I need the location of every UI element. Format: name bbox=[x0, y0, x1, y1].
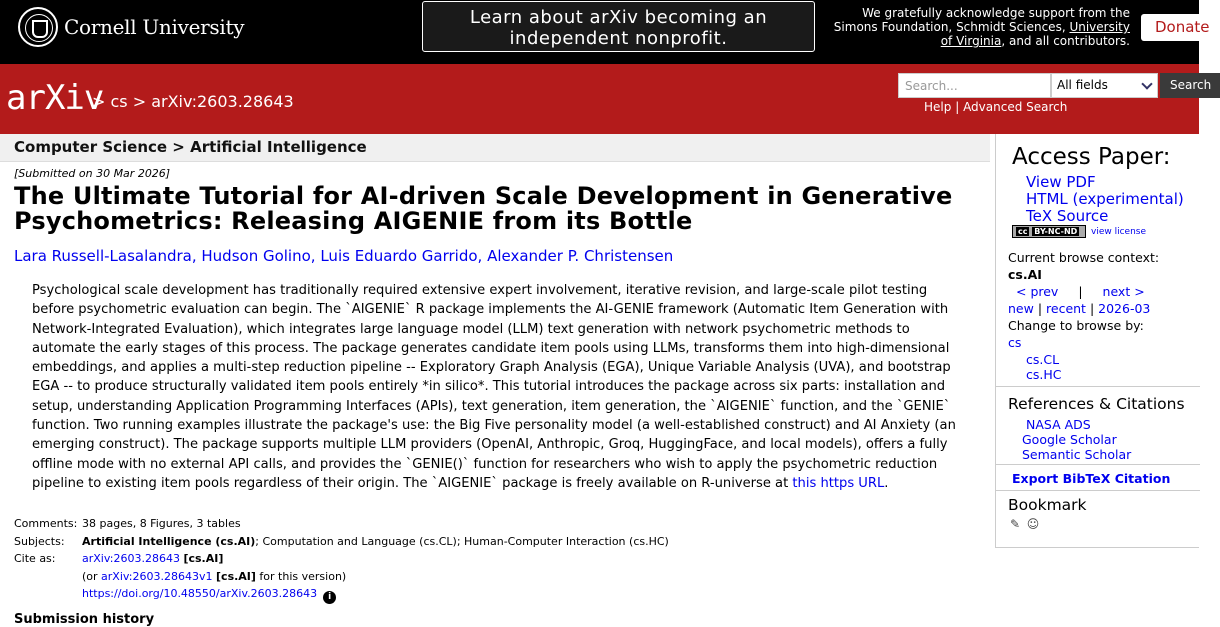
subjects-row bbox=[14, 533, 669, 551]
view-license-link[interactable]: view license bbox=[1091, 226, 1147, 237]
abstract-url-link[interactable]: this https URL bbox=[792, 475, 885, 491]
acknowledgement-text bbox=[820, 6, 1130, 48]
sidebar-divider bbox=[996, 464, 1200, 465]
ack-prefix: We gratefully acknowledge support from the Simons Foundation, Schmidt Sciences, bbox=[833, 6, 1130, 34]
nonprofit-line-2: independent nonprofit. bbox=[509, 28, 728, 49]
info-icon[interactable]: i bbox=[323, 591, 336, 604]
view-pdf-link[interactable]: View PDF bbox=[1026, 173, 1096, 191]
cite-category: [cs.AI] bbox=[183, 552, 224, 565]
sidebar-divider bbox=[996, 386, 1200, 387]
help-links bbox=[924, 100, 1067, 114]
author-link[interactable]: Alexander P. Christensen bbox=[487, 247, 674, 265]
subjects-label: Subjects: bbox=[14, 534, 65, 548]
browse-cscl-link[interactable]: cs.CL bbox=[1026, 352, 1060, 367]
cite-row bbox=[14, 550, 669, 568]
nonprofit-line-1: Learn about arXiv becoming an bbox=[469, 7, 768, 28]
arxiv-logo[interactable]: arXiv bbox=[6, 78, 104, 118]
version-category: [cs.AI] bbox=[216, 569, 256, 583]
author-link[interactable]: Hudson Golino bbox=[201, 247, 311, 265]
submission-history-heading: Submission history bbox=[14, 612, 155, 627]
nonprofit-announcement-button[interactable] bbox=[422, 1, 815, 52]
abstract-end: . bbox=[884, 475, 889, 491]
browse-context-value: cs.AI bbox=[1008, 267, 1042, 282]
references-links bbox=[1022, 417, 1132, 462]
author-list: Lara Russell-Lasalandra, Hudson Golino, Luis Eduardo Garrido, Alexander P. Christensen bbox=[14, 247, 674, 265]
references-title: References & Citations bbox=[1008, 395, 1185, 413]
cc-mark: cc bbox=[1018, 227, 1028, 236]
search-field-select[interactable] bbox=[1051, 73, 1158, 98]
doi-row bbox=[14, 585, 669, 604]
primary-subject: Artificial Intelligence (cs.AI) bbox=[82, 534, 256, 548]
search-button[interactable]: Search bbox=[1160, 73, 1220, 98]
author-link[interactable]: Lara Russell-Lasalandra bbox=[14, 247, 192, 265]
recent-link[interactable]: recent bbox=[1046, 301, 1086, 316]
donate-button[interactable]: Donate bbox=[1141, 14, 1211, 41]
cc-license-icon[interactable] bbox=[1012, 225, 1086, 238]
abstract-text: Psychological scale development has traditionally required extensive expert involvement, iterative revision, and large-scale pilot testing before psychometric evaluation can begin. The `AIGENIE` R package implements the AI-GENIE framework (Automatic Item Generation with Network-Integrated Evaluation), which integrates large language model (LLM) text generation with network psychometric methods to automate the early stages of this process. The package generates candidate item pools using LLMs, transforms them into high-dimensional embeddings, and applies a multi-step reduction pipeline -- Exploratory Graph Analysis (EGA), Unique Variable Analysis (UVA), and bootstrap EGA -- to produce structurally validated item pools entirely *in silico*. This tutorial introduces the package across six parts: installation and setup, understanding Application Programming Interfaces (APIs), text generation, item generation, the `AIGENIE` function, and the `GENIE` function. Two running examples illustrate the package's use: the Big Five personality model (a well-established construct) and AI Anxiety (an emerging construct). The package supports multiple LLM providers (OpenAI, Anthropic, Groq, HuggingFace, and local models), offers a fully offline mode with no external API calls, and provides the `GENIE()` function for researchers who wish to apply the psychometric reduction pipeline to existing item pools regardless of their origin. The `AIGENIE` package is freely available on R-universe at bbox=[32, 283, 956, 491]
bibsonomy-icon[interactable]: ✎ bbox=[1009, 517, 1021, 531]
bookmark-title: Bookmark bbox=[1008, 496, 1087, 514]
doi-label-spacer bbox=[14, 585, 82, 604]
author-link[interactable]: Luis Eduardo Garrido bbox=[320, 247, 478, 265]
version-prefix: (or bbox=[82, 569, 102, 583]
submission-date: [Submitted on 30 Mar 2026] bbox=[14, 167, 171, 180]
browse-context: Current browse context: cs.AI < prev | next > new | recent | 2026-03 Change to browse by: cs cs.CL cs.HC bbox=[1008, 250, 1160, 382]
bookmark-icons bbox=[1008, 517, 1040, 531]
comments-value: 38 pages, 8 Figures, 3 tables bbox=[82, 517, 241, 530]
cornell-seal-icon bbox=[18, 7, 58, 47]
sidebar bbox=[995, 134, 1199, 548]
abstract bbox=[32, 281, 962, 493]
top-banner bbox=[0, 0, 1210, 64]
access-paper-title: Access Paper: bbox=[1012, 144, 1171, 170]
browse-cshc-link[interactable]: cs.HC bbox=[1026, 367, 1062, 382]
access-links bbox=[1026, 174, 1184, 225]
chevron-down-icon bbox=[1141, 78, 1152, 89]
browse-cs-link[interactable]: cs bbox=[1008, 335, 1022, 350]
search-field-value: All fields bbox=[1057, 78, 1108, 92]
uva-link[interactable]: University of Virginia bbox=[940, 20, 1130, 48]
google-scholar-link[interactable]: Google Scholar bbox=[1022, 432, 1117, 447]
doi-link[interactable]: https://doi.org/10.48550/arXiv.2603.28643 bbox=[82, 587, 318, 600]
version-suffix: for this version) bbox=[255, 569, 347, 583]
paper-title: The Ultimate Tutorial for AI-driven Scale Development in Generative Psychometrics: Releasing AIGENIE from its Bottle bbox=[14, 182, 953, 235]
comments-label: Comments: bbox=[14, 517, 78, 530]
reddit-icon[interactable]: ☺ bbox=[1026, 517, 1040, 531]
help-link[interactable]: Help bbox=[924, 100, 952, 114]
cite-id-link[interactable]: arXiv:2603.28643 bbox=[82, 552, 180, 565]
help-separator: | bbox=[955, 100, 960, 114]
metadata-table bbox=[14, 515, 669, 604]
other-subjects: ; Computation and Language (cs.CL); Human-Computer Interaction (cs.HC) bbox=[255, 534, 669, 548]
tex-source-link[interactable]: TeX Source bbox=[1026, 207, 1109, 225]
version-label-spacer bbox=[14, 568, 82, 586]
nav-separator: | bbox=[1078, 284, 1083, 299]
main-content bbox=[0, 134, 990, 627]
html-link[interactable]: HTML (experimental) bbox=[1026, 190, 1184, 208]
date-link[interactable]: 2026-03 bbox=[1098, 301, 1151, 316]
subject-heading: Computer Science > Artificial Intelligence bbox=[0, 134, 990, 162]
cite-label: Cite as: bbox=[14, 552, 56, 565]
change-browse-label: Change to browse by: bbox=[1008, 318, 1144, 333]
cornell-name: Cornell University bbox=[64, 15, 245, 39]
comments-row bbox=[14, 515, 669, 533]
version-row bbox=[14, 568, 669, 586]
ack-suffix: , and all contributors. bbox=[1001, 34, 1130, 48]
version-link[interactable]: arXiv:2603.28643v1 bbox=[101, 569, 213, 583]
export-bibtex-link[interactable]: Export BibTeX Citation bbox=[1012, 471, 1171, 486]
license bbox=[1012, 225, 1146, 238]
advanced-search-link[interactable]: Advanced Search bbox=[963, 100, 1068, 114]
sidebar-divider bbox=[996, 490, 1200, 491]
search-input[interactable] bbox=[898, 73, 1051, 98]
breadcrumb[interactable]: > cs > arXiv:2603.28643 bbox=[92, 92, 294, 111]
new-link[interactable]: new bbox=[1008, 301, 1034, 316]
prev-link[interactable]: < prev bbox=[1016, 284, 1059, 299]
arxiv-header bbox=[0, 64, 1212, 134]
next-link[interactable]: next > bbox=[1102, 284, 1145, 299]
semantic-scholar-link[interactable]: Semantic Scholar bbox=[1022, 447, 1132, 462]
browse-context-label: Current browse context: bbox=[1008, 250, 1160, 265]
cornell-logo[interactable] bbox=[18, 7, 244, 47]
cc-terms: BY-NC-ND bbox=[1034, 227, 1078, 236]
nasa-ads-link[interactable]: NASA ADS bbox=[1026, 417, 1091, 432]
